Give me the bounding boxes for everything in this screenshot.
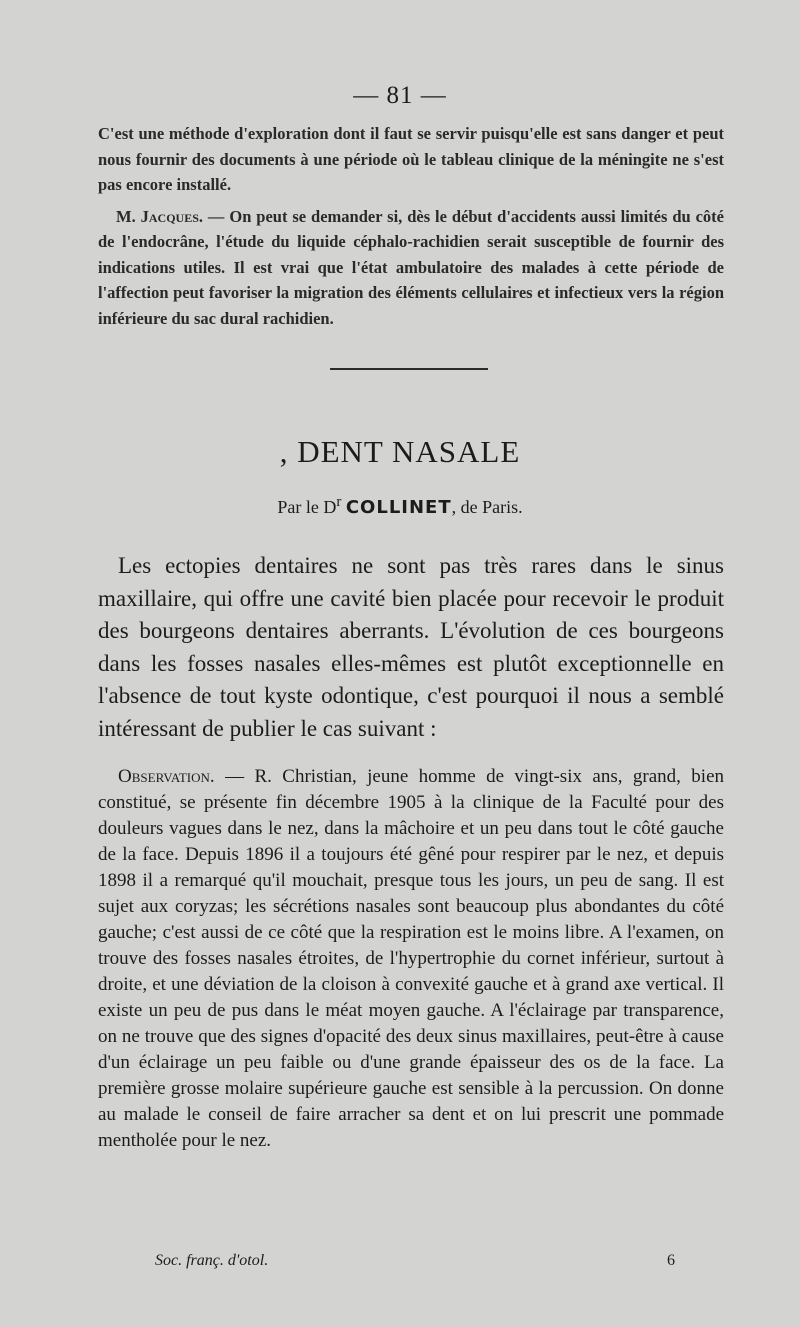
page-footer (155, 1252, 675, 1270)
top-paragraph-2-text: — On peut se demander si, dès le début d'accidents aussi limités du côté de l'endocrâne, l'étude du liquide céphalo-rachidien serait susceptible de fournir des indications utiles. Il est vrai que l'état ambulatoire des malades à cette période de l'affection peut favoriser la migration des éléments cellulaires et infectieux vers la région inférieure du sac dural rachidien. (98, 206, 724, 328)
byline-sup: r (336, 494, 342, 510)
observation-label: Observation. (118, 766, 215, 787)
top-paragraph-1: C'est une méthode d'exploration dont il faut se servir puisqu'elle est sans danger et peut nous fournir des documents à une période où le tableau clinique de la méningite ne s'est pas encore installé. (98, 124, 724, 194)
top-section (98, 121, 724, 331)
observation-section (98, 764, 724, 1154)
observation-paragraph (98, 764, 724, 1154)
article-byline (0, 494, 800, 518)
author-name: COLLINET (345, 497, 452, 518)
intro-section (98, 550, 724, 745)
intro-paragraph: Les ectopies dentaires ne sont pas très rares dans le sinus maxillaire, qui offre une cavité bien placée pour recevoir le produit des bourgeons dentaires aberrants. L'évolution de ces bourgeons dans les fosses nasales elles-mêmes est plutôt exceptionnelle en l'absence de tout kyste odontique, c'est pourquoi il nous a semblé intéressant de publier le cas suivant : (98, 553, 724, 741)
journal-name: Soc. franç. d'otol. (155, 1252, 269, 1269)
section-divider (330, 368, 488, 370)
page-number: — 81 — (353, 82, 447, 109)
observation-text: — R. Christian, jeune homme de vingt-six ans, grand, bien constitué, se présente fin décembre 1905 à la clinique de la Faculté pour des douleurs vagues dans le nez, dans la mâchoire et un peu dans tout le côté gauche de la face. Depuis 1896 il a toujours été gêné pour respirer par le nez, et depuis 1898 il a remarqué qu'il mouchait, presque tous les jours, un peu de sang. Il est sujet aux coryzas; les sécrétions nasales sont beaucoup plus abondantes du côté gauche; c'est aussi de ce côté que la respiration est le moins libre. A l'examen, on trouve des fosses nasales étroites, de l'hypertrophie du cornet inférieur, surtout à droite, et une déviation de la cloison à convexité gauche et à grand axe vertical. Il existe un peu de pus dans le méat moyen gauche. A l'éclairage par transparence, on ne trouve que des signes d'opacité des deux sinus maxillaires, peut-être à cause d'un éclairage un peu faible ou d'une grande épaisseur des os de la face. La première grosse molaire supérieure gauche est sensible à la percussion. On donne au malade le conseil de faire arracher sa dent et on lui prescrit une pommade mentholée pour le nez. (98, 766, 724, 1151)
byline-suffix: , de Paris. (451, 497, 523, 517)
signature-mark: 6 (667, 1252, 675, 1269)
speaker-name: M. Jacques. (116, 206, 204, 226)
top-paragraph-2 (98, 204, 724, 332)
article-title: , DENT NASALE (279, 434, 521, 469)
byline-prefix: Par le D (277, 497, 337, 517)
